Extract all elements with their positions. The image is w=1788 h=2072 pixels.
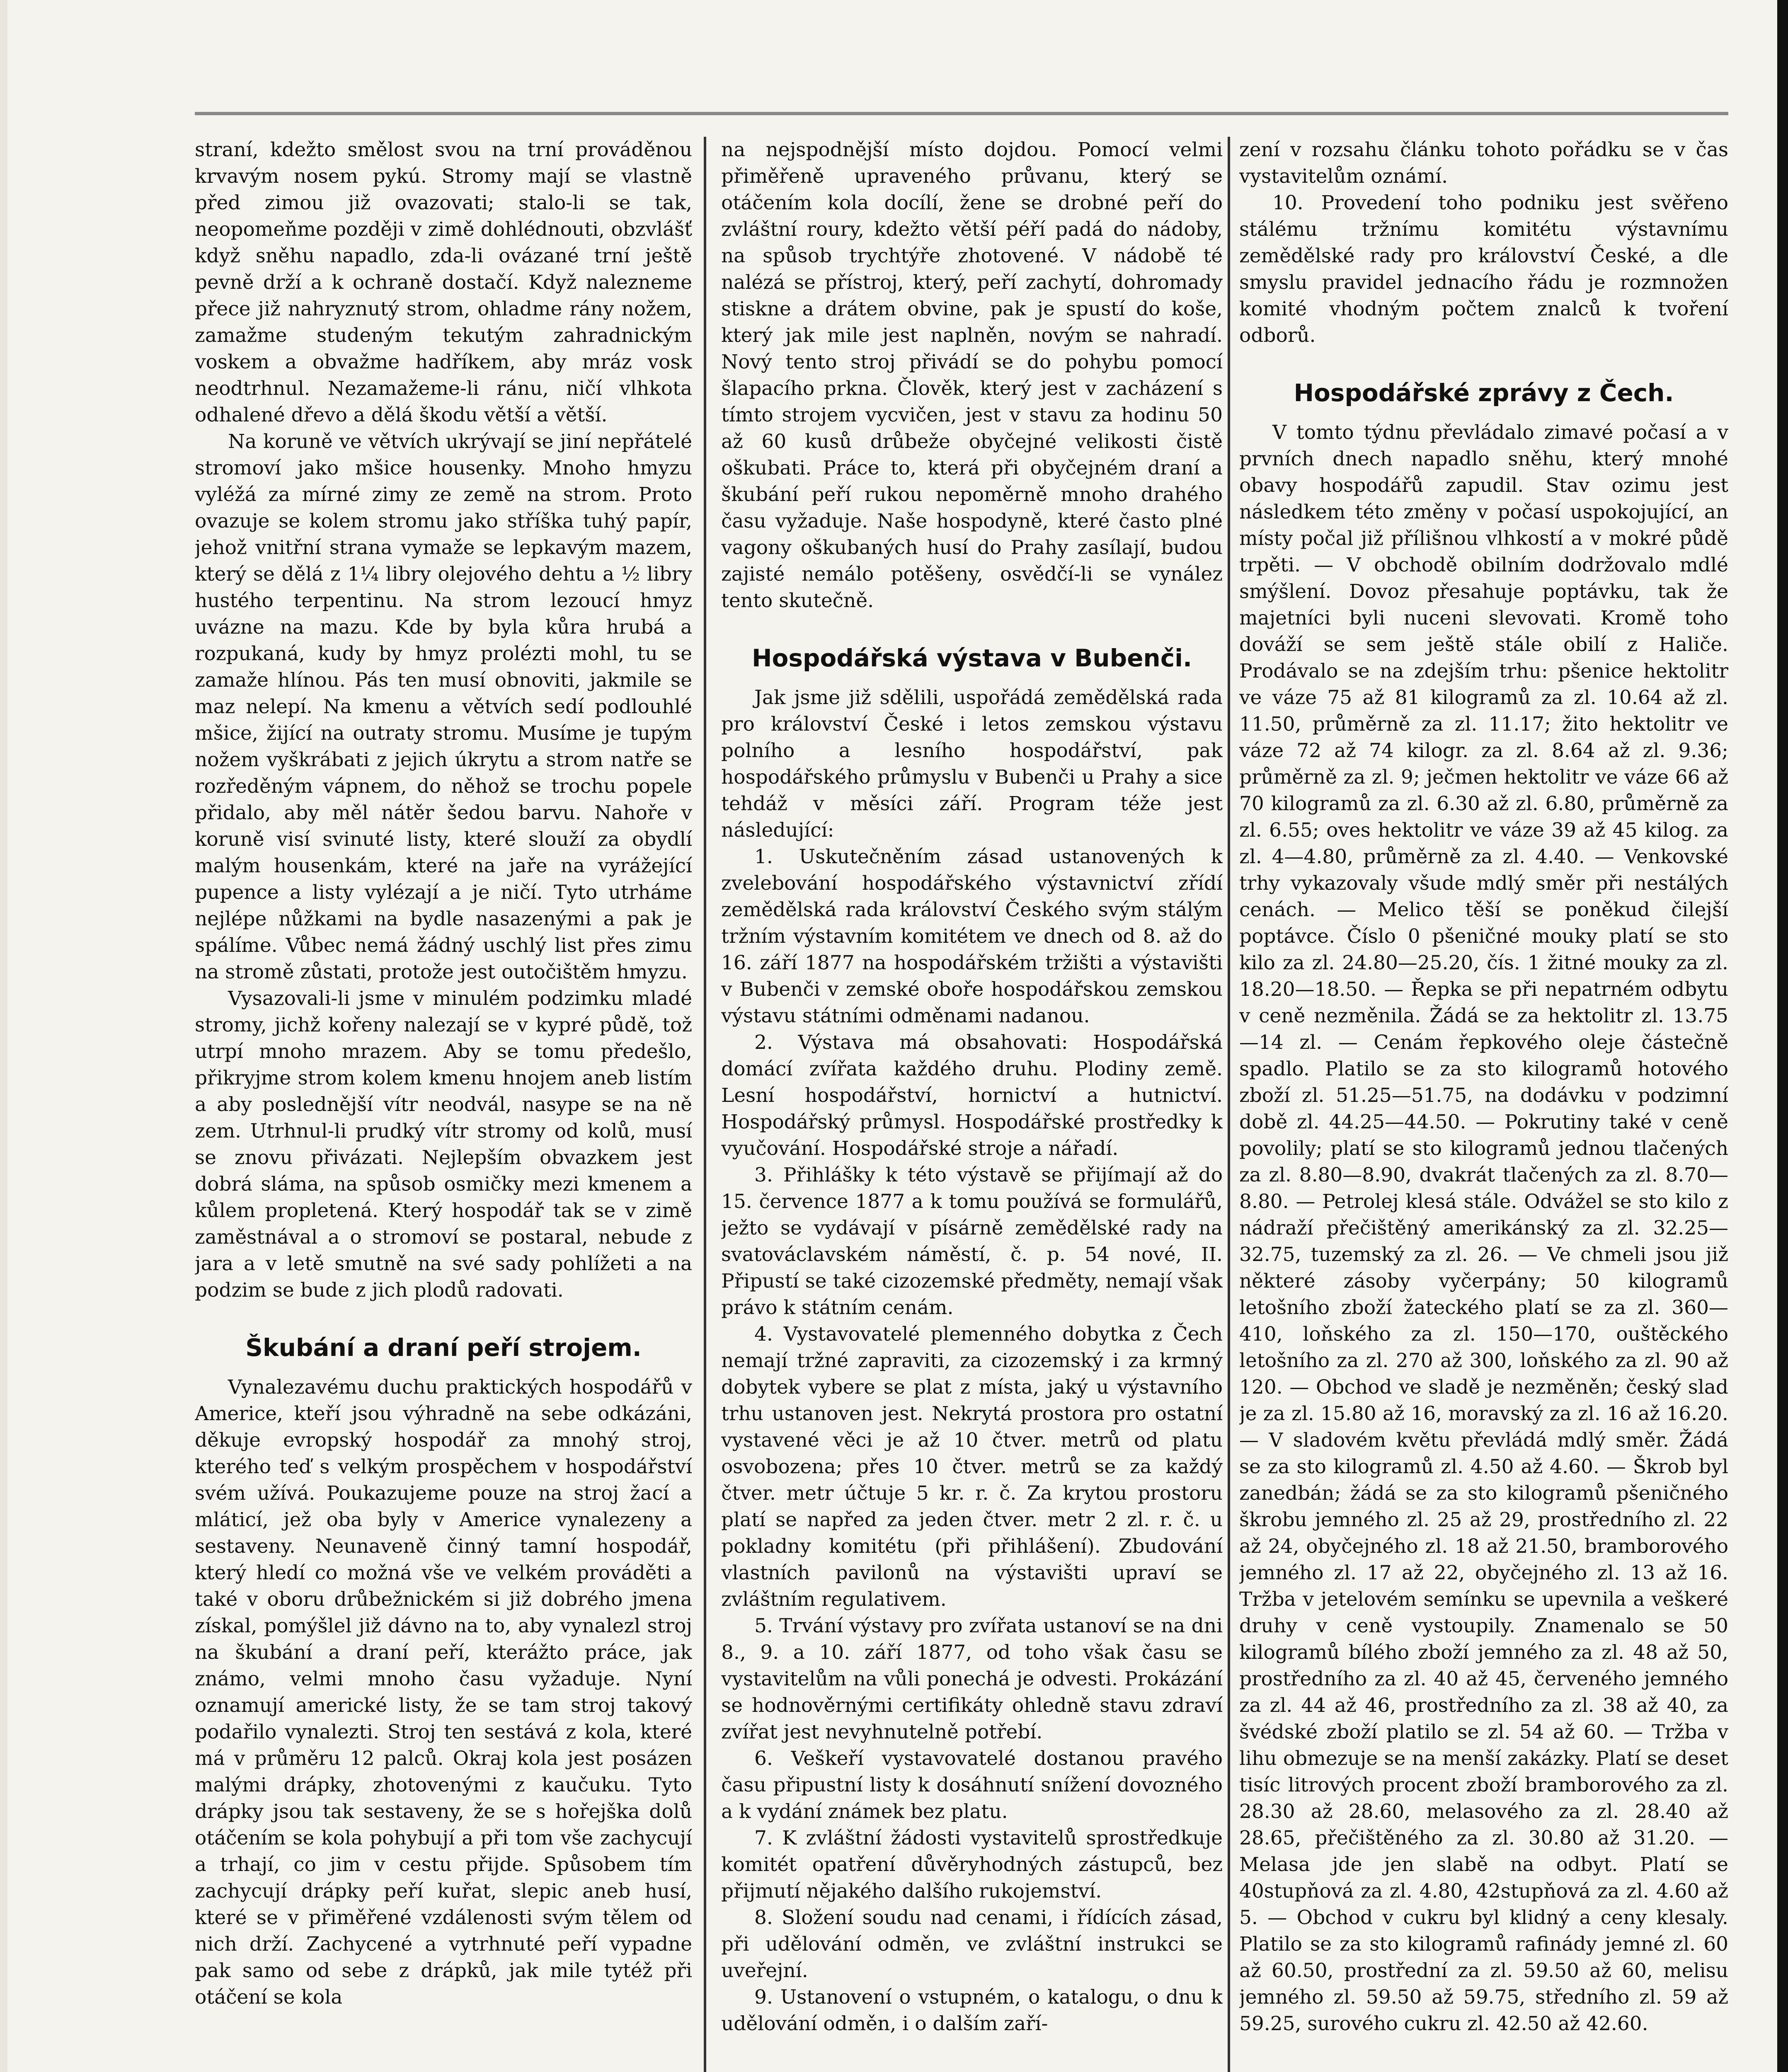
article-paragraph: 1. Uskutečněním zásad ustanovených k zvelebování hospodářského výstavnictví zřídí zemědělská rada království Českého svým stálým tržním výstavním komitétem ve dnech od 8. až do 16. září 1877 na hospodářském tržišti a výstavišti v Bubenči v zemské oboře hospodářskou zemskou výstavu státními odměnami nadanou. [721,845,1223,1027]
article-paragraph: 4. Vystavovatelé plemenného dobytka z Čech nemají tržné zapraviti, za cizozemský i za krmný dobytek vybere se plat z místa, jaký u výstavního trhu ustanoven jest. Nekrytá prostora pro ostatní vystavené věci je až 10 čtver. metrů od platu osvobozena; přes 10 čtver. metrů se za každý čtver. metr účtuje 5 kr. r. č. Za krytou prostoru platí se napřed za jeden čtver. metr 2 zl. r. č. u pokladny komitétu (při přihlášení). Zbudování vlastních pavilonů na výstavišti upraví se zvláštním regulativem. [721,1323,1223,1611]
article-paragraph: straní, kdežto smělost svou na trní prováděnou krvavým nosem pykú. Stromy mají se vlastně před zimou již ovazovati; stalo-li se tak, neopomeňme později v zimě dohlédnouti, obzvlášť když sněhu napadlo, zda-li ovázané trní ještě pevně drží a k ochraně dostačí. Když nalezneme přece již nahryznutý strom, ohladme rány nožem, zamažme studeným tekutým zahradnickým voskem a obvažme hadříkem, aby mráz vosk neodtrhnul. Nezamažeme-li ránu, ničí vlhkota odhalené dřevo a dělá škodu větší a větší. [195,138,692,426]
article-paragraph: na nejspodnější místo dojdou. Pomocí velmi přiměřeně upraveného průvanu, který se otáčením kola docílí, žene se drobné peří do zvláštní roury, kdežto větší péří padá do nádoby, na spůsob trychtýře zhotovené. V nádobě té nalézá se přístroj, který, peří zachytí, dohromady stiskne a drátem obvine, pak je spustí do koše, který jak mile jest naplněn, novým se nahradí. Nový tento stroj přivádí se do pohybu pomocí šlapacího prkna. Člověk, který jest v zacházení s tímto strojem vycvičen, jest v stavu za hodinu 50 až 60 kusů drůbeže obyčejné velikosti čistě oškubati. Práce to, která při obyčejném draní a škubání peří rukou nepoměrně mnoho drahého času vyžaduje. Naše hospodyně, které často plné vagony oškubaných husí do Prahy zasílají, budou zajisté nemálo potěšeny, osvědčí-li se vynález tento skutečně. [721,138,1223,612]
column-1 [195,137,692,2072]
column-3 [1239,137,1728,2072]
article-paragraph: 2. Výstava má obsahovati: Hospodářská domácí zvířata každého druhu. Plodiny země. Lesní hospodářství, hornictví a hutnictví. Hospodářský průmysl. Hospodářské prostředky k vyučování. Hospodářské stroje a nářadí. [721,1031,1223,1160]
article-paragraph: 6. Veškeří vystavovatelé dostanou pravého času připustní listy k dosáhnutí snížení dovozného a k vydání známek bez platu. [721,1747,1223,1823]
article-paragraph: Jak jsme již sdělili, uspořádá zemědělská rada pro království České i letos zemskou výstavu polního a lesního hospodářství, pak hospodářského průmyslu v Bubenči u Prahy a sice tehdáž v měsíci září. Program téže jest následující: [721,686,1223,842]
article-paragraph: 9. Ustanovení o vstupném, o katalogu, o dnu k udělování odměn, i o dalším zaří- [721,1986,1223,2035]
column-divider [704,137,706,2072]
article-paragraph: 10. Provedení toho podniku jest svěřeno stálému tržnímu komitétu výstavnímu zemědělské rady pro království České, a dle smyslu pravidel jednacího řádu je rozmnožen komité vhodným počtem znalců k tvoření odborů. [1239,191,1728,347]
article-paragraph: Vysazovali-li jsme v minulém podzimku mladé stromy, jichž kořeny nalezají se v kypré půdě, tož utrpí mnoho mrazem. Aby se tomu předešlo, přikryjme strom kolem kmenu hnojem aneb listím a aby poslednější vítr neodvál, nasype se na ně zem. Utrhnul-li prudký vítr stromy od kolů, musí se znovu přivázati. Nejlepším obvazkem jest dobrá sláma, na spůsob osmičky mezi kmenem a kůlem propletená. Který hospodář tak se v zimě zaměstnával a o stromoví se postaral, nebude z jara a v letě smutně na své sady pohlížeti a na podzim se bude z jich plodů radovati. [195,987,692,1302]
article-paragraph: Na koruně ve větvích ukrývají se jiní nepřátelé stromoví jako mšice housenky. Mnoho hmyzu vyléžá za mírné zimy ze země na strom. Proto ovazuje se kolem stromu jako stříška tuhý papír, jehož vnitřní strana vymaže se lepkavým mazem, který se dělá z 1¼ libry olejového dehtu a ½ libry hustého terpentinu. Na strom lezoucí hmyz uvázne na mazu. Kde by byla kůra hrubá a rozpukaná, kudy by hmyz prolézti mohl, tu se zamaže hlínou. Pás ten musí obnoviti, jakmile se maz nelepí. Na kmenu a větvích sedí podlouhlé mšice, žijící na outraty stromu. Musíme je tupým nožem vyškrábati z jejich úkrytu a strom natře se rozředěným vápnem, do něhož se trochu popele přidalo, aby měl nátěr šedou barvu. Nahoře v koruně visí svinuté listy, které slouží za obydlí malým housenkám, které na jaře na vyrážející pupence a listy vylézají a je ničí. Tyto utrháme nejlépe nůžkami na bydle nasazenými a pak je spálíme. Vůbec nemá žádný uschlý list přes zimu na stromě zůstati, protože jest outočištěm hmyzu. [195,430,692,983]
article-paragraph: V tomto týdnu převládalo zimavé počasí a v prvních dnech napadlo sněhu, který mnohé obavy hospodářů zapudil. Stav ozimu jest následkem této změny v počasí uspokojující, an místy počal již přílišnou vlhkostí a v mokré půdě trpěti. — V obchodě obilním dodržovalo mdlé smýšlení. Dovoz přesahuje poptávku, tak že majetníci byli nuceni slevovati. Kromě toho dováží se sem ještě stále obilí z Haliče. Prodávalo se na zdejším trhu: pšenice hektolitr ve váze 75 až 81 kilogramů za zl. 10.64 až zl. 11.50, průměrně za zl. 11.17; žito hektolitr ve váze 72 až 74 kilogr. za zl. 8.64 až zl. 9.36; průměrně za zl. 9; ječmen hektolitr ve váze 66 až 70 kilogramů za zl. 6.30 až zl. 6.80, průměrně za zl. 6.55; oves hektolitr ve váze 39 až 45 kilog. za zl. 4—4.80, průměrně za zl. 4.40. — Venkovské trhy vykazovaly všude mdlý směr při nestálých cenách. — Melico těší se poněkud čilejší poptávce. Číslo 0 pšeničné mouky platí se sto kilo za zl. 24.80—25.20, čís. 1 žitné mouky za zl. 18.20—18.50. — Řepka se při nepatrném odbytu v ceně nezměnila. Žádá se za hektolitr zl. 13.75—14 zl. — Cenám řepkového oleje částečně spadlo. Platilo se za sto kilogramů hotového zboží zl. 51.25—51.75, na dodávku v podzimní době zl. 44.25—44.50. — Pokrutiny také v ceně povolily; platí se sto kilogramů jednou tlačených za zl. 8.80—8.90, dvakrát tlačených za zl. 8.70—8.80. — Petrolej klesá stále. Odvážel se sto kilo z nádraží přečištěný amerikánský za zl. 32.25—32.75, tuzemský za zl. 26. — Ve chmeli jsou již některé zásoby vyčerpány; 50 kilogramů letošního zboží žateckého platí se za zl. 360—410, loňského za zl. 150—170, ouštěckého letošního za zl. 270 až 300, loňského za zl. 90 až 120. — Obchod ve sladě je nezměněn; český slad je za zl. 15.80 až 16, moravský za zl. 16 až 16.20. — V sladovém květu převládá mdlý směr. Žádá se za sto kilogramů zl. 4.50 až 4.60. — Škrob byl zanedbán; žádá se za sto kilogramů pšeničného škrobu jemného zl. 25 až 29, prostředního zl. 22 až 24, obyčejného zl. 18 až 21.50, bramborového jemného zl. 17 až 22, obyčejného zl. 13 až 16. Tržba v jetelovém semínku se upevnila a veškeré druhy v ceně vystoupily. Znamenalo se 50 kilogramů bílého zboží jemného za zl. 48 až 50, prostředního za zl. 40 až 45, červeného jemného za zl. 44 až 46, prostředního za zl. 38 až 40, za švédské zboží platilo se zl. 54 až 60. — Tržba v lihu obmezuje se na menší zakázky. Platí se deset tisíc litrových procent zboží bramborového za zl. 28.30 až 28.60, melasového za zl. 28.40 až 28.65, přečištěného za zl. 30.80 až 31.20. — Melasa jde jen slabě na odbyt. Platí se 40stupňová za zl. 4.80, 42stupňová za zl. 4.60 až 5. — Obchod v cukru byl klidný a ceny klesaly. Platilo se za sto kilogramů rafinády jemné zl. 60 až 60.50, prostřední za zl. 59.50 až 60, melisu jemného zl. 59.50 až 59.75, středního zl. 59 až 59.25, surového cukru zl. 42.50 až 42.60. [1239,421,1728,2035]
article-paragraph: Vynalezavému duchu praktických hospodářů v Americe, kteří jsou výhradně na sebe odkázáni, děkuje evropský hospodář za mnohý stroj, kterého teď s velkým prospěchem v hospodářství svém užívá. Poukazujeme pouze na stroj žací a mláticí, jež oba byly v Americe vynalezeny a sestaveny. Neunaveně činný tamní hospodář, který hledí co možná vše ve velkém prováděti a také v oboru drůbežnickém si již dobrého jmena získal, pomýšlel již dávno na to, aby vynalezl stroj na škubání a draní peří, kterážto práce, jak známo, velmi mnoho času vyžaduje. Nyní oznamují americké listy, že se tam stroj takový podařilo vynalezti. Stroj ten sestává z kola, které má v průměru 12 palců. Okraj kola jest posázen malými drápky, zhotovenými z kaučuku. Tyto drápky jsou tak sestaveny, že se s hořejška dolů otáčením se kola pohybují a při tom vše zachycují a trhají, co jim v cestu přijde. Spůsobem tím zachycují drápky peří kuřat, slepic aneb husí, které se v přiměřené vzdálenosti svým tělem od nich drží. Zachycené a vytrhnuté peří vypadne pak samo od sebe z drápků, jak mile tytéž při otáčení se kola [195,1376,692,2009]
article-heading: Škubání a draní peří strojem. [245,1334,642,1362]
newspaper-page [195,137,1728,2072]
article-paragraph: 3. Přihlášky k této výstavě se přijímají až do 15. července 1877 a k tomu používá se formulářů, ježto se vydávají v písárně zemědělské rady na svatováclavském náměstí, č. p. 54 nové, II. Připustí se také cizozemské předměty, nemají však právo k státním cenám. [721,1164,1223,1319]
article-heading: Hospodářská výstava v Bubenči. [751,644,1192,672]
header-rule [195,112,1728,115]
article-paragraph: 5. Trvání výstavy pro zvířata ustanoví se na dni 8., 9. a 10. září 1877, od toho však času se vystavitelům na vůli ponechá je odvesti. Prokázání se hodnověrnými certifikáty ohledně stavu zdraví zvířat jest nevyhnutelně potřebí. [721,1615,1223,1743]
column-divider [1228,137,1230,2072]
article-paragraph: 7. K zvláštní žádosti vystavitelů sprostředkuje komitét opatření důvěryhodných zástupců, bez přijmutí nějakého dalšího rukojemství. [721,1827,1223,1903]
article-paragraph: zení v rozsahu článku tohoto pořádku se v čas vystavitelům oznámí. [1239,138,1728,188]
article-paragraph: 8. Složení soudu nad cenami, i řídících zásad, při udělování odměn, ve zvláštní instrukci se uveřejní. [721,1906,1223,1982]
column-2 [721,137,1223,2072]
article-heading: Hospodářské zprávy z Čech. [1294,379,1674,407]
